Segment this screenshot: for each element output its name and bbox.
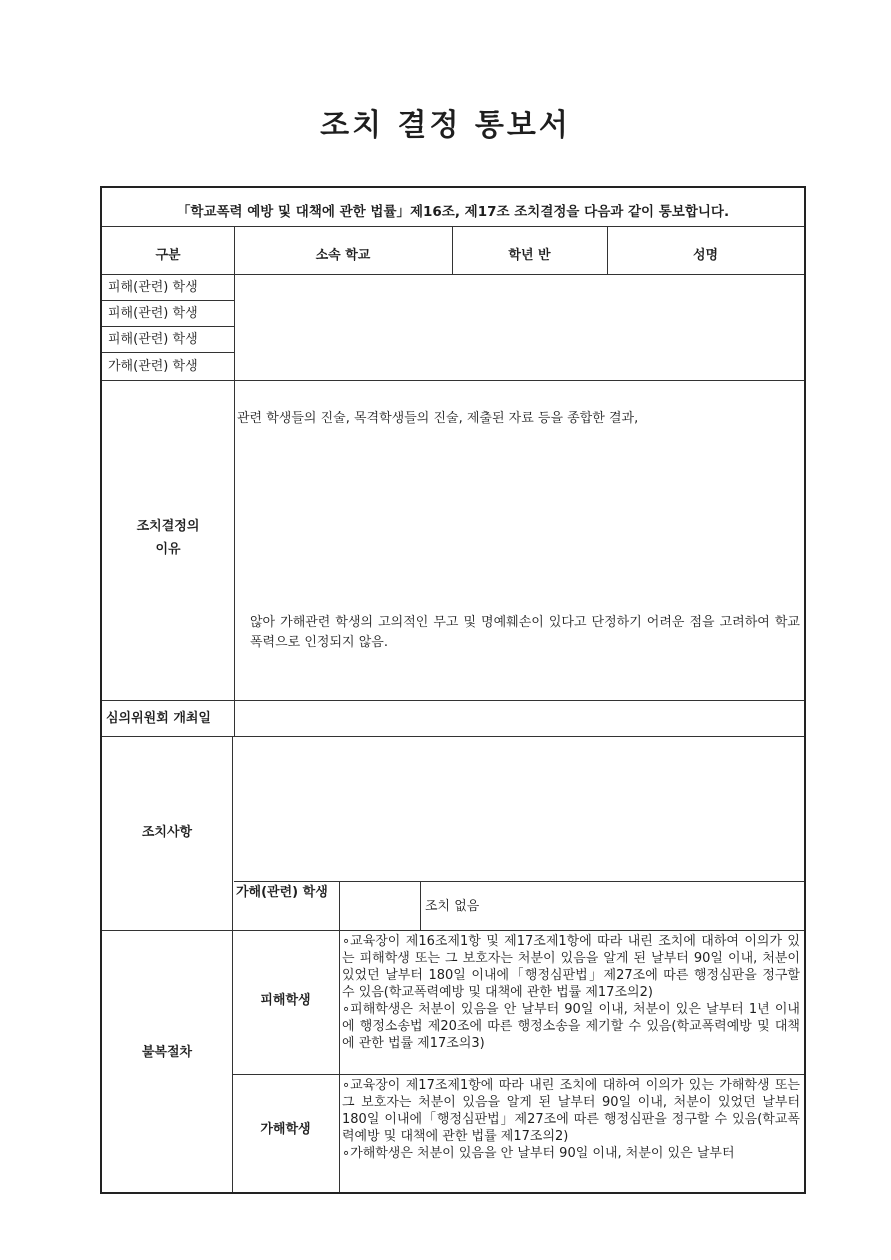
appeal-offender-procedures xyxy=(342,1077,800,1162)
notice-table xyxy=(100,186,806,1194)
student-row-label: 피해(관련) 학생 xyxy=(108,280,198,295)
row-divider xyxy=(102,930,804,931)
row-divider xyxy=(102,352,234,353)
student-row-label: 가해(관련) 학생 xyxy=(108,359,198,374)
reason-label-line2: 이유 xyxy=(155,542,181,557)
intro-text: 「학교폭력 예방 및 대책에 관한 법률」제16조, 제17조 조치결정을 다음과 같이 통보합니다. xyxy=(176,204,730,220)
row-divider xyxy=(232,1074,804,1075)
row-divider xyxy=(102,226,804,227)
document-title: 조치 결정 통보서 xyxy=(320,108,571,143)
measures-label: 조치사항 xyxy=(141,825,193,840)
row-divider xyxy=(102,700,804,701)
measures-value: 조치 없음 xyxy=(425,899,480,914)
reason-label-line1: 조치결정의 xyxy=(136,519,200,534)
column-divider xyxy=(420,881,421,930)
appeal-victim-item: ∘피해학생은 처분이 있음을 안 날부터 90일 이내, 처분이 있은 날부터 1년 이내에 행정소송법 제20조에 따른 행정소송을 제기할 수 있음(학교폭력예방 및 대책에 관한 법률 제17조의3) xyxy=(342,1002,800,1051)
header-school: 소속 학교 xyxy=(315,248,371,263)
row-divider xyxy=(102,274,804,275)
row-divider xyxy=(102,300,234,301)
appeal-offender-item: ∘가해학생은 처분이 있음을 안 날부터 90일 이내, 처분이 있은 날부터 xyxy=(342,1146,735,1161)
committee-date-label: 심의위원회 개최일 xyxy=(106,711,211,726)
appeal-label: 불복절차 xyxy=(141,1045,193,1060)
header-grade-class: 학년 반 xyxy=(508,248,551,263)
reason-text-intro: 관련 학생들의 진술, 목격학생들의 진술, 제출된 자료 등을 종합한 결과, xyxy=(237,411,639,426)
column-divider xyxy=(339,881,340,1192)
row-divider xyxy=(102,380,804,381)
student-row-label: 피해(관련) 학생 xyxy=(108,332,198,347)
appeal-victim-label: 피해학생 xyxy=(260,993,311,1008)
column-divider xyxy=(234,226,235,736)
appeal-victim-procedures xyxy=(342,933,800,1052)
row-divider xyxy=(102,326,234,327)
appeal-offender-item: ∘교육장이 제17조제1항에 따라 내린 조치에 대하여 이의가 있는 가해학생 또는 그 보호자는 처분이 있음을 알게 된 날부터 90일 이내, 처분이 있었던 날부터 180일 이내에「행정심판법」제27조에 따른 행정심판을 정구할 수 있음(학교폭력예방 및 대책에 관한 법률 제17조의2) xyxy=(342,1078,800,1144)
measures-student-label: 가해(관련) 학생 xyxy=(236,885,328,900)
header-name: 성명 xyxy=(692,248,719,263)
appeal-victim-item: ∘교육장이 제16조제1항 및 제17조제1항에 따라 내린 조치에 대하여 이의가 있는 피해학생 또는 그 보호자는 처분이 있음을 알게 된 날부터 90일 이내, 처분이 있었던 날부터 180일 이내에「행정심판법」제27조에 따른 행정심판을 정구할 수 있음(학교폭력예방 및 대책에 관한 법률 제17조의2) xyxy=(342,934,800,1000)
student-row-label: 피해(관련) 학생 xyxy=(108,306,198,321)
appeal-offender-label: 가해학생 xyxy=(260,1122,311,1137)
row-divider xyxy=(234,881,804,882)
reason-text-conclusion: 않아 가해관련 학생의 고의적인 무고 및 명예훼손이 있다고 단정하기 어려운 점을 고려하여 학교폭력으로 인정되지 않음. xyxy=(250,615,800,650)
row-divider xyxy=(102,736,804,737)
header-category: 구분 xyxy=(155,248,181,263)
